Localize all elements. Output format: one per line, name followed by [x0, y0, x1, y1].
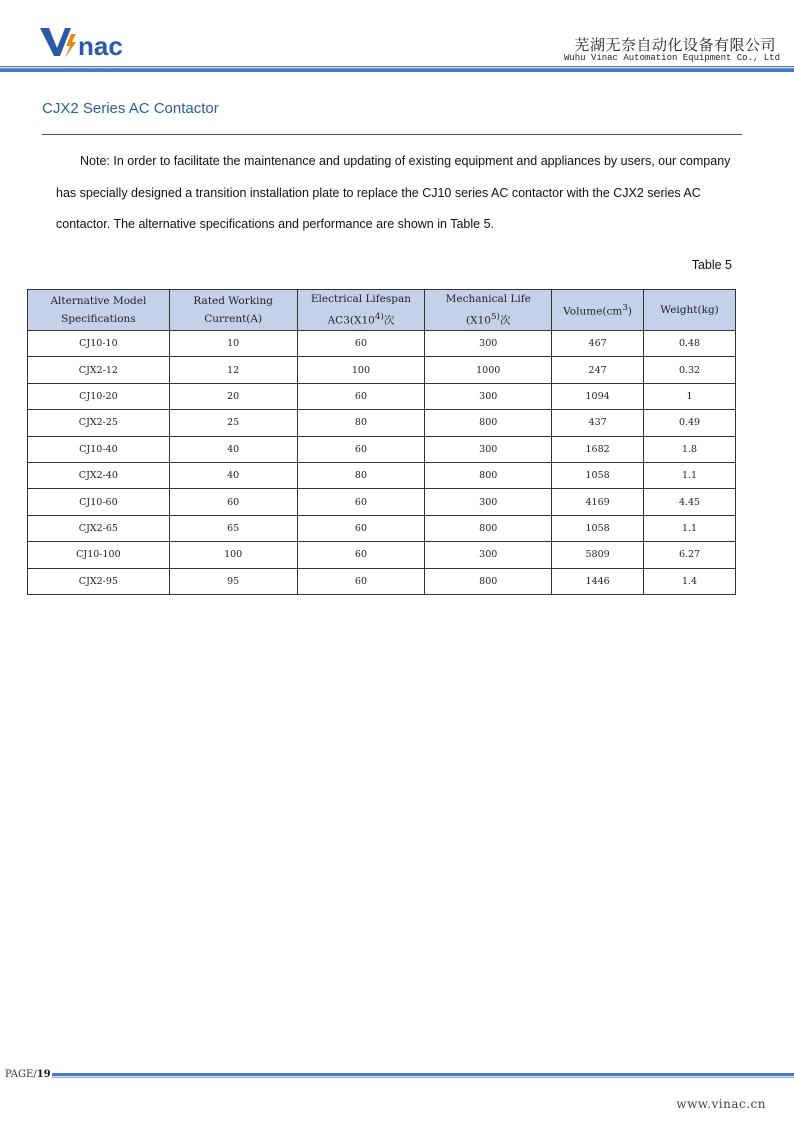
cell-volume: 1058 — [552, 515, 644, 541]
header-electrical-line1: Electrical Lifespan — [310, 293, 412, 306]
cell-electrical-life: 60 — [297, 383, 425, 409]
cell-weight: 1.4 — [644, 568, 736, 594]
cell-mechanical-life: 800 — [425, 410, 552, 436]
cell-weight: 0.48 — [644, 331, 736, 357]
header-current-line1: Rated Working — [193, 295, 273, 307]
cell-volume: 1058 — [552, 462, 644, 488]
table-caption: Table 5 — [691, 258, 732, 272]
cell-electrical-life: 60 — [297, 331, 425, 357]
cell-weight: 6.27 — [644, 542, 736, 568]
table-row — [28, 410, 736, 436]
cell-volume: 247 — [552, 357, 644, 383]
cell-volume: 1446 — [552, 568, 644, 594]
header-mechanical-line2: (X10 — [466, 314, 491, 327]
cell-mechanical-life: 300 — [425, 542, 552, 568]
header-volume-label: Volume(cm — [563, 305, 623, 318]
company-name-chinese: 芜湖无奈自动化设备有限公司 — [574, 36, 776, 54]
specification-table — [27, 289, 736, 595]
section-title: CJX2 Series AC Contactor — [42, 100, 219, 117]
cell-electrical-life: 60 — [297, 515, 425, 541]
header-current-line2: Current(A) — [204, 313, 263, 325]
header-mechanical-line1: Mechanical Life — [445, 293, 531, 306]
header-model-line1: Alternative Model — [50, 295, 147, 307]
cell-weight: 1.8 — [644, 436, 736, 462]
cell-volume: 467 — [552, 331, 644, 357]
header-electrical-unit: 次 — [383, 314, 395, 327]
cell-electrical-life: 60 — [297, 568, 425, 594]
cell-volume: 437 — [552, 410, 644, 436]
footer-divider — [52, 1073, 794, 1078]
cell-current: 25 — [169, 410, 297, 436]
header-weight-label: Weight(kg) — [660, 304, 719, 316]
cell-current: 12 — [169, 357, 297, 383]
table-row — [28, 357, 736, 383]
cell-mechanical-life: 300 — [425, 489, 552, 515]
note-text — [56, 146, 736, 241]
table-body — [28, 331, 736, 595]
cell-model: CJX2-95 — [28, 568, 170, 594]
company-name-english: Wuhu Vinac Automation Equipment Co., Ltd — [563, 53, 780, 63]
cell-model: CJ10-60 — [28, 489, 170, 515]
page-label: PAGE/ — [5, 1069, 37, 1080]
cell-electrical-life: 80 — [297, 462, 425, 488]
page-header — [0, 0, 794, 80]
cell-current: 10 — [169, 331, 297, 357]
cell-mechanical-life: 1000 — [425, 357, 552, 383]
cell-volume: 1094 — [552, 383, 644, 409]
cell-current: 20 — [169, 383, 297, 409]
cell-current: 95 — [169, 568, 297, 594]
cell-weight: 1 — [644, 383, 736, 409]
header-volume-exponent: 3 — [622, 303, 628, 314]
cell-electrical-life: 60 — [297, 542, 425, 568]
cell-current: 100 — [169, 542, 297, 568]
cell-electrical-life: 60 — [297, 489, 425, 515]
header-volume — [552, 290, 644, 331]
page-number-label — [5, 1069, 51, 1080]
cell-model: CJ10-100 — [28, 542, 170, 568]
cell-weight: 4.45 — [644, 489, 736, 515]
cell-mechanical-life: 800 — [425, 462, 552, 488]
cell-mechanical-life: 800 — [425, 568, 552, 594]
header-model — [28, 290, 170, 331]
cell-model: CJ10-10 — [28, 331, 170, 357]
header-volume-close: ) — [627, 305, 633, 318]
table-row — [28, 489, 736, 515]
header-weight — [644, 290, 736, 331]
table-row — [28, 542, 736, 568]
table-header-row — [28, 290, 736, 331]
cell-model: CJX2-65 — [28, 515, 170, 541]
cell-current: 65 — [169, 515, 297, 541]
cell-mechanical-life: 300 — [425, 331, 552, 357]
cell-electrical-life: 100 — [297, 357, 425, 383]
cell-mechanical-life: 800 — [425, 515, 552, 541]
header-model-line2: Specifications — [61, 313, 136, 325]
note-paragraph: Note: In order to facilitate the maintenance and updating of existing equipment and appliances by users, our company has specially designed a transition installation plate to replace the CJ10 series AC contactor with the CJX2 series AC contactor. The alternative specifications and performance are shown in Table 5. — [56, 154, 731, 231]
header-divider — [0, 66, 794, 72]
cell-current: 60 — [169, 489, 297, 515]
header-electrical-exponent: 4) — [374, 312, 384, 323]
page-number: 19 — [36, 1069, 51, 1080]
cell-model: CJX2-25 — [28, 410, 170, 436]
table-row — [28, 462, 736, 488]
header-current — [169, 290, 297, 331]
cell-weight: 1.1 — [644, 515, 736, 541]
table-row — [28, 331, 736, 357]
cell-weight: 0.32 — [644, 357, 736, 383]
header-mechanical-life — [425, 290, 552, 331]
cell-model: CJX2-12 — [28, 357, 170, 383]
cell-mechanical-life: 300 — [425, 436, 552, 462]
cell-model: CJX2-40 — [28, 462, 170, 488]
table-row — [28, 383, 736, 409]
svg-text:nac: nac — [78, 31, 123, 61]
cell-mechanical-life: 300 — [425, 383, 552, 409]
header-electrical-life — [297, 290, 425, 331]
cell-weight: 0.49 — [644, 410, 736, 436]
header-mechanical-unit: 次 — [499, 314, 511, 327]
cell-model: CJ10-20 — [28, 383, 170, 409]
section-rule — [42, 134, 742, 135]
cell-volume: 4169 — [552, 489, 644, 515]
vinac-logo — [38, 22, 158, 62]
website-url: www.vinac.cn — [676, 1097, 766, 1111]
cell-electrical-life: 80 — [297, 410, 425, 436]
table-row — [28, 436, 736, 462]
cell-volume: 1682 — [552, 436, 644, 462]
cell-electrical-life: 60 — [297, 436, 425, 462]
header-mechanical-exponent: 5) — [490, 312, 500, 323]
table-row — [28, 515, 736, 541]
cell-volume: 5809 — [552, 542, 644, 568]
cell-current: 40 — [169, 462, 297, 488]
cell-current: 40 — [169, 436, 297, 462]
table-row — [28, 568, 736, 594]
header-electrical-line2: AC3(X10 — [327, 314, 375, 327]
cell-weight: 1.1 — [644, 462, 736, 488]
cell-model: CJ10-40 — [28, 436, 170, 462]
